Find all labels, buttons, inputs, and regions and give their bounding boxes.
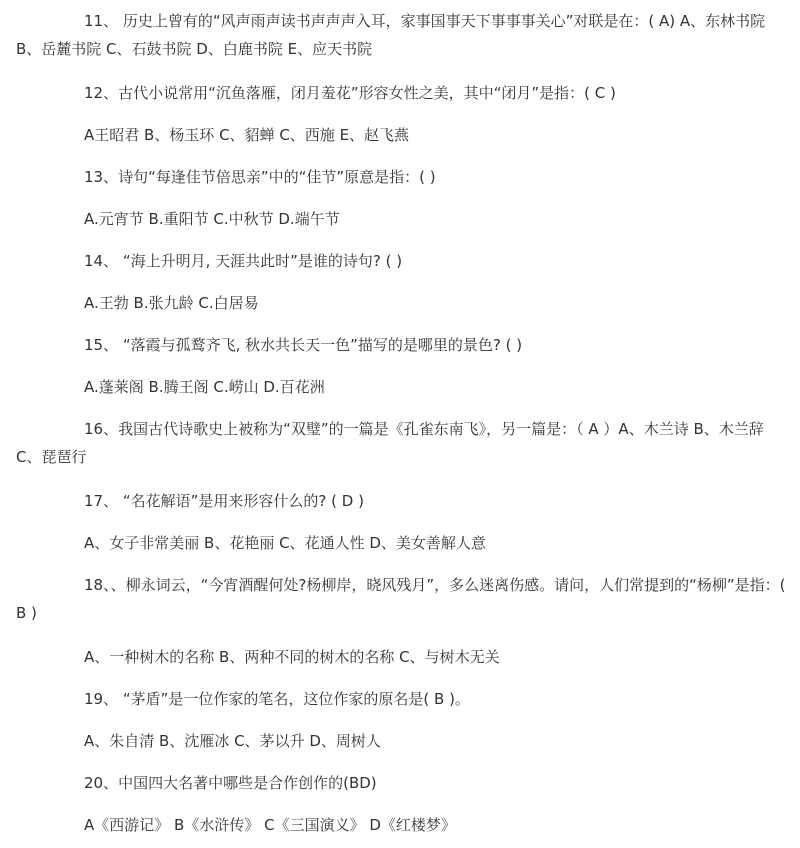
question-13: 13、诗句“每逢佳节倍思亲”中的“佳节”原意是指：( ) (84, 168, 436, 186)
question-16: 16、我国古代诗歌史上被称为“双璧”的一篇是《孔雀东南飞》，另一篇是：（ A ）A、木兰诗 B、木兰辞 C、琵琶行 (16, 420, 764, 466)
options-20: A《西游记》 B《水浒传》 C《三国演义》 D《红楼梦》 (84, 816, 456, 834)
question-17: 17、 “名花解语”是用来形容什么的? ( D ) (84, 492, 364, 510)
question-14: 14、 “海上升明月, 天涯共此时”是谁的诗句? ( ) (84, 252, 403, 270)
options-14: A.王勃 B.张九龄 C.白居易 (84, 294, 259, 312)
options-17: A、女子非常美丽 B、花艳丽 C、花通人性 D、美女善解人意 (84, 534, 486, 552)
question-18: 18、、柳永词云，“今宵酒醒何处?杨柳岸，晓风残月”，多么迷离伤感。请问，人们常提到的“杨柳”是指：( B ) (16, 576, 786, 622)
options-12: A王昭君 B、杨玉环 C、貂蝉 C、西施 E、赵飞燕 (84, 126, 410, 144)
question-11: 11、 历史上曾有的“风声雨声读书声声声入耳，家事国事天下事事事关心”对联是在：( A) A、东林书院 B、岳麓书院 C、石鼓书院 D、白鹿书院 E、应天书院 (16, 12, 766, 58)
options-15: A.蓬莱阁 B.腾王阁 C.崂山 D.百花洲 (84, 378, 325, 396)
question-12: 12、古代小说常用“沉鱼落雁，闭月羞花”形容女性之美，其中“闭月”是指：( C ) (84, 84, 616, 102)
options-19: A、朱自清 B、沈雁冰 C、茅以升 D、周树人 (84, 732, 381, 750)
options-18: A、一种树木的名称 B、两种不同的树木的名称 C、与树木无关 (84, 648, 500, 666)
question-20: 20、中国四大名著中哪些是合作创作的(BD) (84, 774, 377, 792)
question-19: 19、 “茅盾”是一位作家的笔名，这位作家的原名是( B )。 (84, 690, 470, 708)
options-13: A.元宵节 B.重阳节 C.中秋节 D.端午节 (84, 210, 340, 228)
question-15: 15、 “落霞与孤鹜齐飞, 秋水共长天一色”描写的是哪里的景色? ( ) (84, 336, 523, 354)
